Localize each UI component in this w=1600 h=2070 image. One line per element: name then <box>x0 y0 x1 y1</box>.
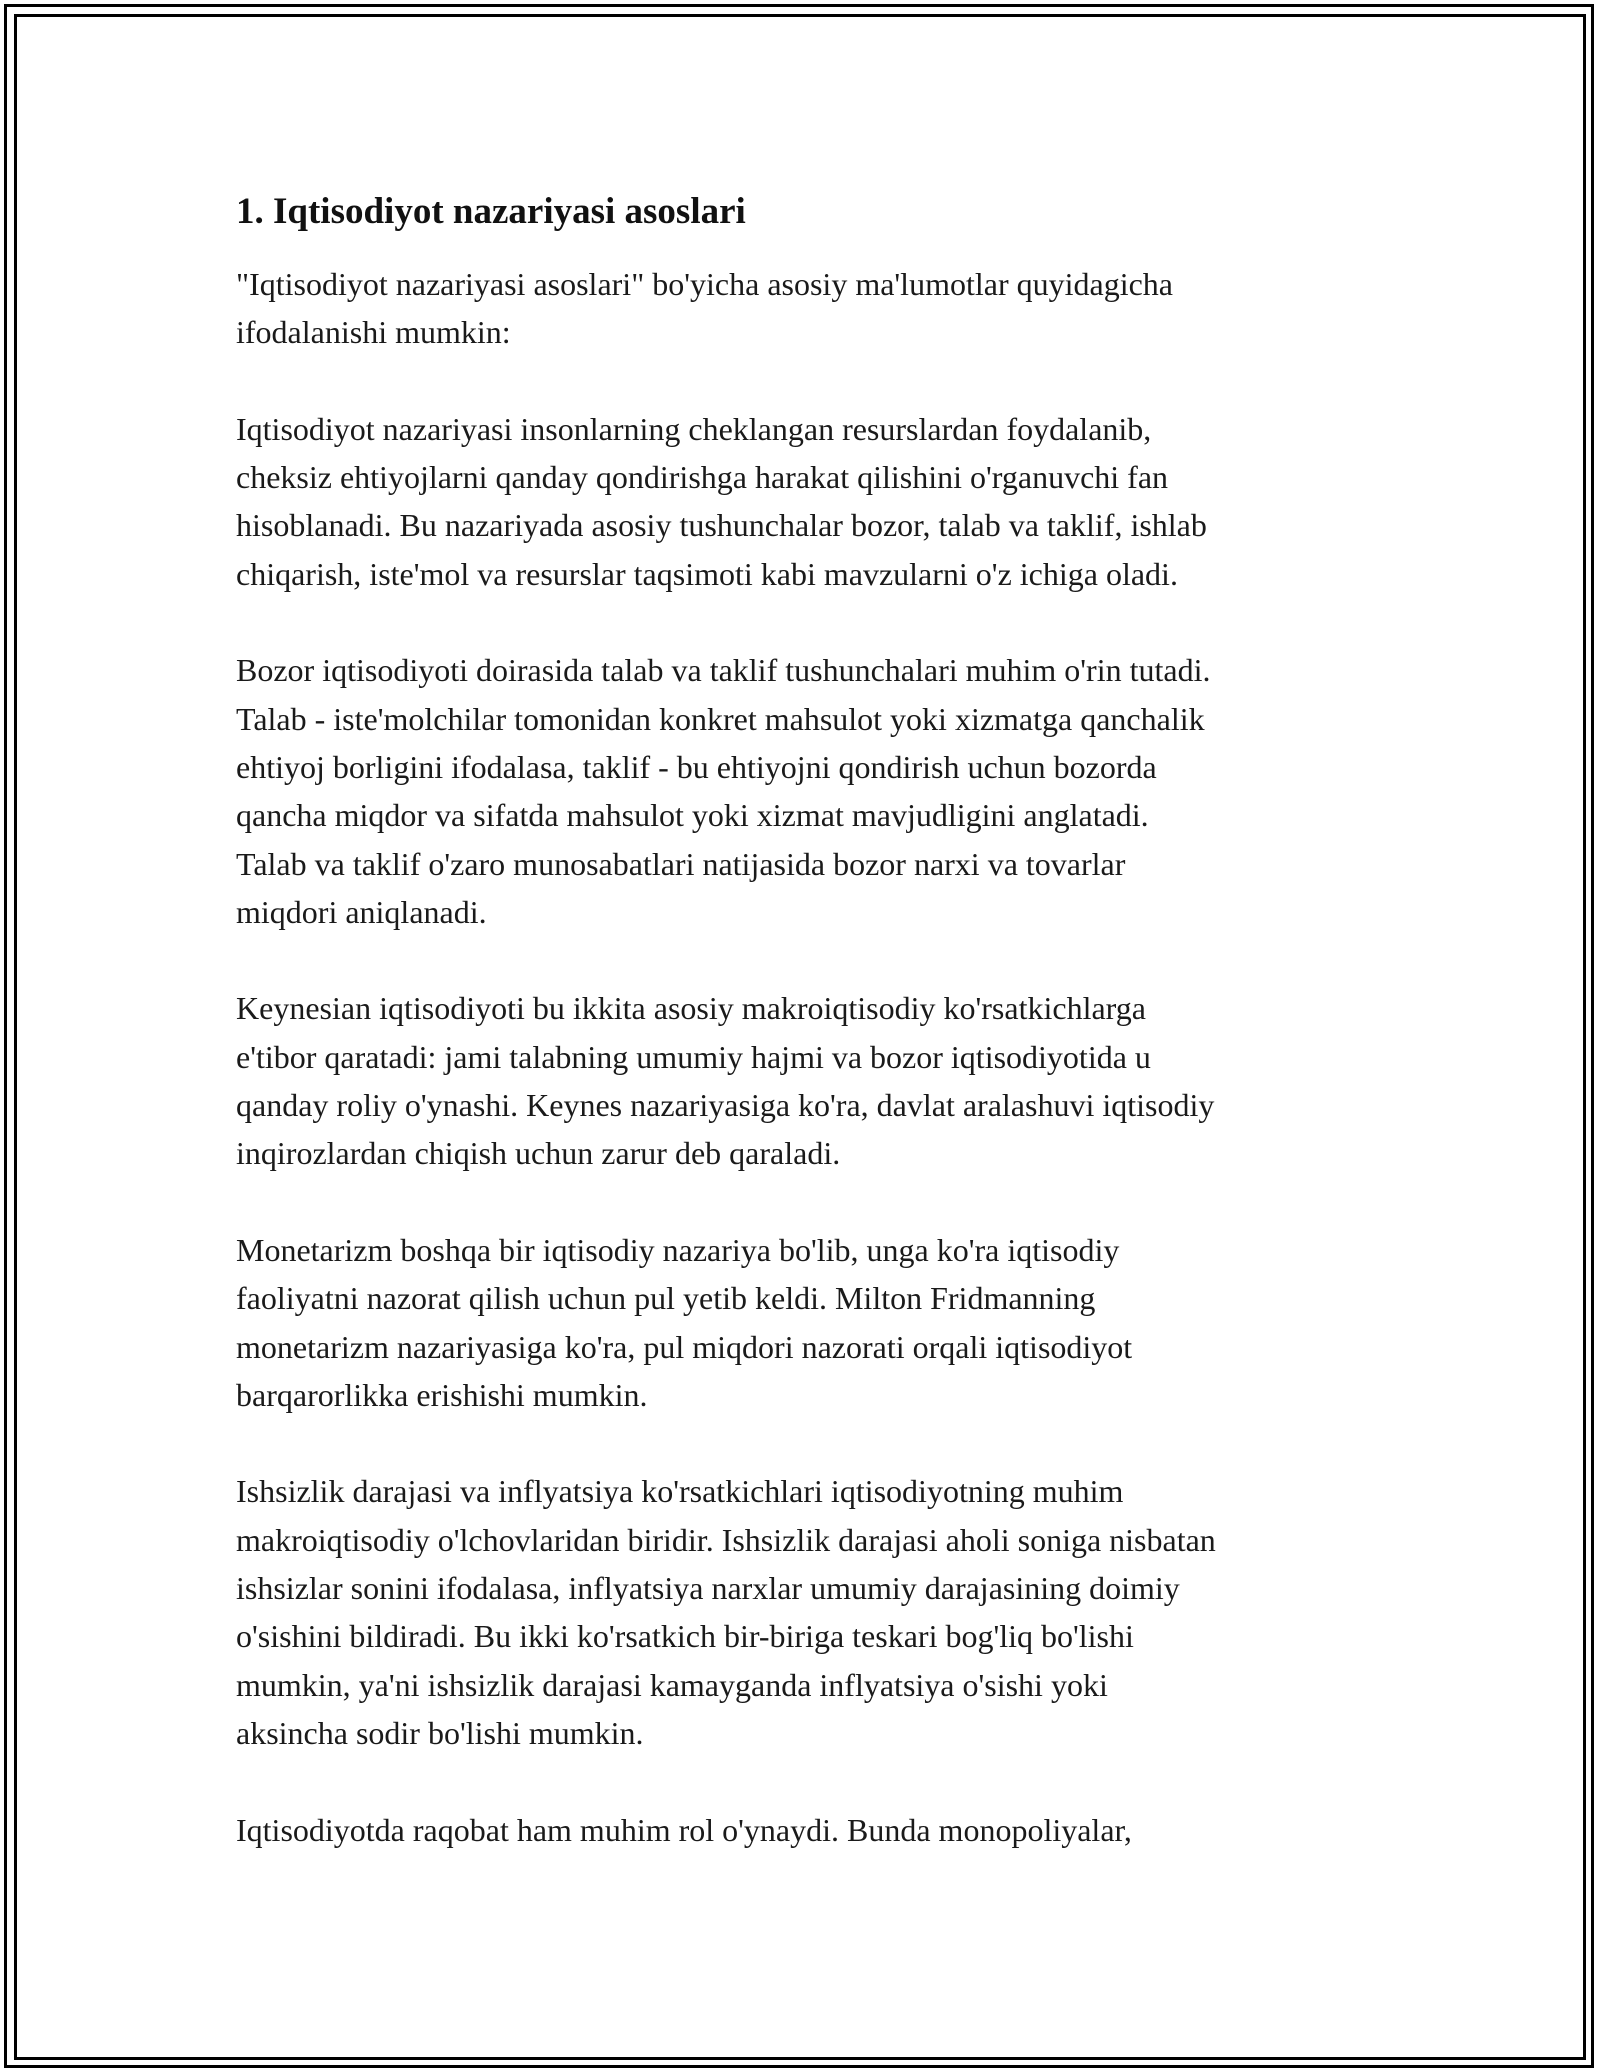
paragraph-line: chiqarish, iste'mol va resurslar taqsimoti kabi mavzularni o'z ichiga oladi. <box>236 555 1178 592</box>
paragraph-line: cheksiz ehtiyojlarni qanday qondirishga harakat qilishini o'rganuvchi fan <box>236 459 1169 496</box>
paragraph-line: Keynesian iqtisodiyoti bu ikkita asosiy makroiqtisodiy ko'rsatkichlarga <box>236 990 1146 1027</box>
paragraph-line: Iqtisodiyotda raqobat ham muhim rol o'ynaydi. Bunda monopoliyalar, <box>236 1811 1132 1848</box>
document-body <box>236 188 1376 1902</box>
paragraph-supply-demand <box>236 646 1376 936</box>
paragraph-line: Monetarizm boshqa bir iqtisodiy nazariya bo'lib, unga ko'ra iqtisodiy <box>236 1231 1120 1268</box>
paragraph-line: e'tibor qaratadi: jami talabning umumiy hajmi va bozor iqtisodiyotida u <box>236 1038 1151 1075</box>
paragraph-line: monetarizm nazariyasiga ko'ra, pul miqdori nazorati orqali iqtisodiyot <box>236 1328 1133 1365</box>
section-title: 1. Iqtisodiyot nazariyasi asoslari <box>236 191 746 232</box>
paragraph-competition <box>236 1806 1376 1854</box>
paragraph-definition <box>236 405 1376 598</box>
paragraph-line: hisoblanadi. Bu nazariyada asosiy tushunchalar bozor, talab va taklif, ishlab <box>236 507 1207 544</box>
paragraph-line: Bozor iqtisodiyoti doirasida talab va taklif tushunchalari muhim o'rin tutadi. <box>236 652 1211 689</box>
paragraph-line: Talab - iste'molchilar tomonidan konkret mahsulot yoki xizmatga qanchalik <box>236 700 1205 737</box>
paragraph-unemployment-inflation <box>236 1467 1376 1757</box>
paragraph-line: ehtiyoj borligini ifodalasa, taklif - bu ehtiyojni qondirish uchun bozorda <box>236 748 1157 785</box>
paragraph-line: Iqtisodiyot nazariyasi insonlarning cheklangan resurslardan foydalanib, <box>236 410 1152 447</box>
paragraph-line: qanday roliy o'ynashi. Keynes nazariyasiga ko'ra, davlat aralashuvi iqtisodiy <box>236 1087 1215 1124</box>
paragraph-line: "Iqtisodiyot nazariyasi asoslari" bo'yicha asosiy ma'lumotlar quyidagicha <box>236 266 1173 302</box>
paragraph-line: Ishsizlik darajasi va inflyatsiya ko'rsatkichlari iqtisodiyotning muhim <box>236 1473 1124 1510</box>
paragraph-line: makroiqtisodiy o'lchovlaridan biridir. Ishsizlik darajasi aholi soniga nisbatan <box>236 1521 1216 1558</box>
paragraph-line: ishsizlar sonini ifodalasa, inflyatsiya narxlar umumiy darajasining doimiy <box>236 1570 1180 1607</box>
paragraph-line: aksincha sodir bo'lishi mumkin. <box>236 1714 644 1751</box>
paragraph-line: ifodalanishi mumkin: <box>236 314 511 351</box>
paragraph-line: Talab va taklif o'zaro munosabatlari natijasida bozor narxi va tovarlar <box>236 845 1126 882</box>
paragraph-intro <box>236 260 1376 357</box>
paragraph-line: miqdori aniqlanadi. <box>236 893 487 930</box>
paragraph-line: barqarorlikka erishishi mumkin. <box>236 1376 648 1413</box>
paragraph-line: o'sishini bildiradi. Bu ikki ko'rsatkich bir-biriga teskari bog'liq bo'lishi <box>236 1618 1134 1655</box>
paragraph-monetarism <box>236 1226 1376 1419</box>
paragraph-line: inqirozlardan chiqish uchun zarur deb qaraladi. <box>236 1135 841 1172</box>
paragraph-line: mumkin, ya'ni ishsizlik darajasi kamayganda inflyatsiya o'sishi yoki <box>236 1666 1108 1703</box>
paragraph-line: qancha miqdor va sifatda mahsulot yoki xizmat mavjudligini anglatadi. <box>236 797 1149 834</box>
paragraph-keynesian <box>236 984 1376 1177</box>
paragraph-line: faoliyatni nazorat qilish uchun pul yetib keldi. Milton Fridmanning <box>236 1280 1096 1317</box>
